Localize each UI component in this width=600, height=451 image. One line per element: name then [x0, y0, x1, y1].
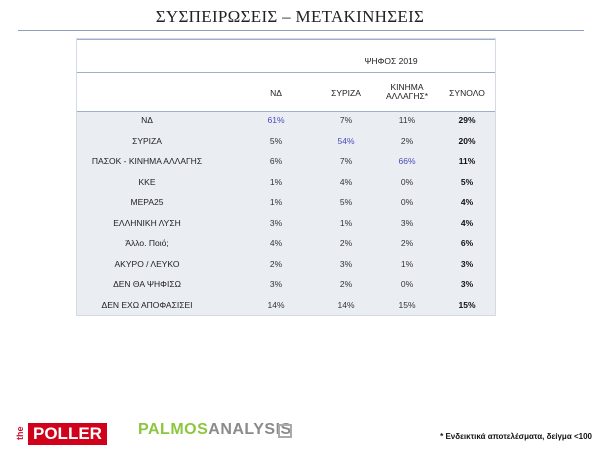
table-cell: 0%: [400, 197, 414, 207]
row-label: ΜΕΡΑ25: [130, 197, 164, 207]
table-cell: 3%: [460, 258, 474, 269]
table-cell: 4%: [460, 217, 474, 228]
table-cell: 1%: [339, 217, 353, 228]
table-cell: 5%: [460, 176, 474, 187]
title-divider: [18, 30, 584, 31]
column-header: ΣΥΝΟΛΟ: [449, 88, 485, 98]
row-label: ΕΛΛΗΝΙΚΗ ΛΥΣΗ: [113, 217, 181, 228]
analysis-logo-text: ANALYSIS: [208, 421, 292, 438]
table-cell: 3%: [269, 279, 283, 289]
crosstab-table: [76, 38, 496, 316]
poller-logo-text: POLLER: [33, 424, 102, 443]
table-cell: 3%: [400, 217, 414, 228]
table-cell: 4%: [460, 197, 474, 207]
palmos-logo-box-icon: [278, 424, 292, 438]
table-cell: 1%: [269, 197, 283, 207]
palmos-logo-text: PALMOS: [138, 421, 209, 438]
table-group-rule: [77, 72, 495, 73]
table-cell: 14%: [267, 299, 285, 310]
table-cell: 5%: [269, 135, 283, 146]
table-cell: 66%: [398, 156, 416, 166]
table-cell: 61%: [267, 115, 285, 125]
table-cell: 0%: [400, 176, 414, 187]
row-label: ΔΕΝ ΕΧΩ ΑΠΟΦΑΣΙΣΕΙ: [101, 299, 193, 310]
table-cell: 6%: [269, 156, 283, 166]
table-group-title: ΨΗΦΟΣ 2019: [364, 56, 418, 66]
table-cell: 2%: [269, 258, 283, 269]
table-cell: 4%: [269, 238, 283, 248]
table-header-rule: [77, 111, 495, 112]
table-top-rule: [77, 39, 495, 40]
table-cell: 11%: [398, 115, 416, 125]
table-cell: 6%: [460, 238, 474, 248]
table-cell: 5%: [339, 197, 353, 207]
table-cell: 3%: [460, 279, 474, 289]
table-cell: 54%: [337, 135, 355, 146]
table-cell: 0%: [400, 279, 414, 289]
palmos-analysis-logo: [138, 421, 292, 439]
row-label: ΑΚΥΡΟ / ΛΕΥΚΟ: [114, 258, 180, 269]
table-cell: 1%: [269, 176, 283, 187]
row-label: ΔΕΝ ΘΑ ΨΗΦΙΣΩ: [113, 279, 181, 289]
row-label: ΚΚΕ: [138, 176, 156, 187]
row-label: ΣΥΡΙΖΑ: [132, 135, 162, 146]
table-cell: 15%: [458, 299, 476, 310]
row-label: ΠΑΣΟΚ - ΚΙΝΗΜΑ ΑΛΛΑΓΗΣ: [91, 156, 203, 166]
poller-logo-the: the: [15, 426, 25, 440]
page-title: ΣΥΣΠΕΙΡΩΣΕΙΣ – ΜΕΤΑΚΙΝΗΣΕΙΣ: [155, 7, 425, 26]
table-cell: 11%: [458, 156, 476, 166]
table-cell: 2%: [400, 238, 414, 248]
table-cell: 20%: [458, 135, 476, 146]
row-label: Άλλο. Ποιό;: [125, 238, 169, 248]
table-cell: 29%: [458, 115, 476, 125]
table-cell: 7%: [339, 115, 353, 125]
row-label: ΝΔ: [141, 115, 153, 125]
table-cell: 14%: [337, 299, 355, 310]
column-header: ΝΔ: [270, 88, 282, 98]
column-header: ΣΥΡΙΖΑ: [331, 88, 361, 98]
table-cell: 15%: [398, 299, 416, 310]
table-cell: 3%: [339, 258, 353, 269]
table-cell: 2%: [339, 238, 353, 248]
table-cell: 2%: [339, 279, 353, 289]
poller-logo: [28, 423, 107, 445]
table-cell: 1%: [400, 258, 414, 269]
table-cell: 4%: [339, 176, 353, 187]
column-header: ΚΙΝΗΜΑ ΑΛΛΑΓΗΣ*: [385, 82, 429, 101]
table-cell: 7%: [339, 156, 353, 166]
table-cell: 2%: [400, 135, 414, 146]
sample-footnote: * Ενδεικτικά αποτελέσματα, δείγμα <100: [440, 432, 592, 441]
table-cell: 3%: [269, 217, 283, 228]
